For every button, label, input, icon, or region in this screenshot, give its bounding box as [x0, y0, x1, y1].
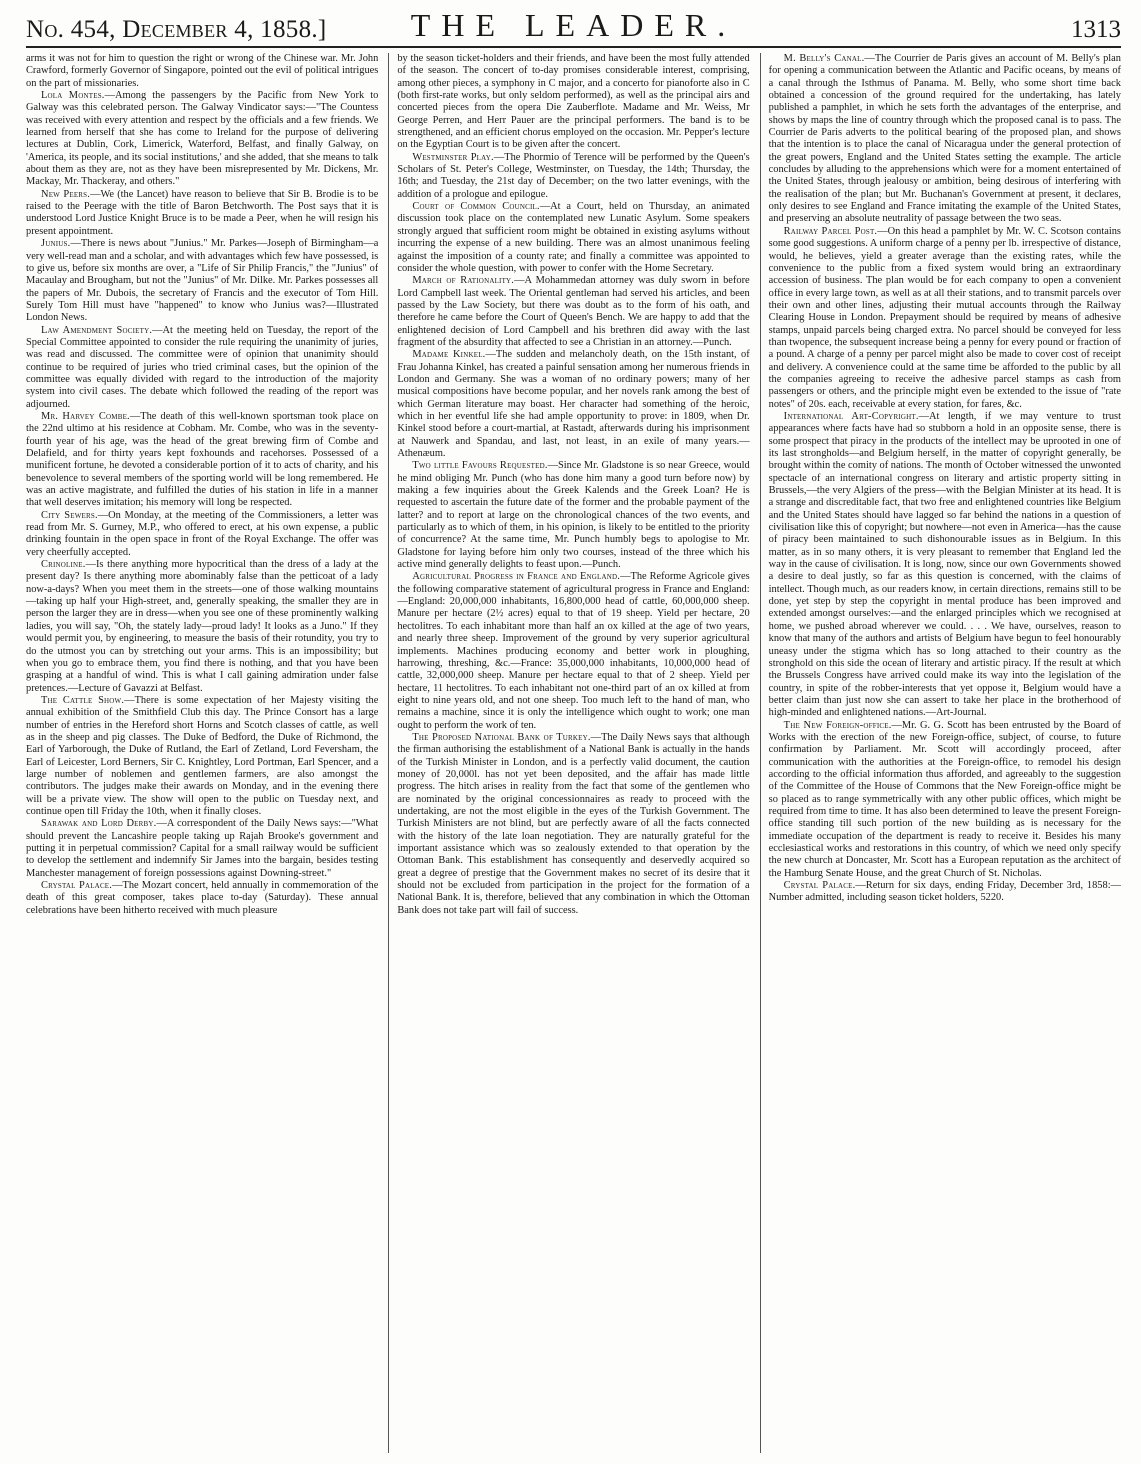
article-heading: The Proposed National Bank of Turkey. — [412, 731, 591, 743]
article — [26, 695, 378, 818]
article — [26, 238, 378, 324]
article-heading: Crystal Palace. — [41, 880, 113, 892]
article — [26, 880, 378, 917]
article — [397, 53, 749, 152]
text-columns — [26, 53, 1121, 1453]
article — [26, 510, 378, 559]
article — [26, 53, 378, 90]
page-number: 1313 — [1071, 16, 1121, 43]
article-heading: March of Rationality. — [412, 275, 515, 287]
article — [769, 226, 1121, 411]
article-heading: Court of Common Council. — [412, 201, 540, 213]
article-text: —On this head a pamphlet by Mr. W. C. Scotson contains some good suggestions. A uniform charge of a penny per lb. irrespective of distance, would, he believes, yield a greater average than the existing rates, while the convenience to the public from a fixed system would bring an extraordinary accession of business. The plan would be for each company to open a convenient office in every large town, as well as at all their stations, and to transmit parcels over their own and other lines, adjusting their mutual accounts through the Railway Clearing House in London. Prepayment should be required by means of adhesive stamps, unpaid parcels being charged extra. No parcel should be conveyed for less than twopence, the subsequent increase being a penny for every pound or fraction of a pound. A charge of a penny per parcel might also be made to cover cost of receipt and delivery. A convenience could at the same time be afforded to the public by all the companies agreeing to receive the adhesive parcel stamps as cash from passengers or others, and the principle might even be extended to the issue of "rate notes" of 20s. each, receivable at every station, for fares, &c. — [768, 225, 1121, 410]
column-1 — [26, 53, 378, 1453]
article-heading: Two little Favours Requested. — [412, 460, 548, 472]
article-heading: Crinoline. — [41, 559, 86, 571]
article-text: —There is some expectation of her Majesty visiting the annual exhibition of the Smithfield Club this day. The Prince Consort has a large number of entries in the Hereford short Horns and Scotch classes of cattle, as well as in the sheep and pig classes. The Duke of Bedford, the Duke of Richmond, the Earl of Yarborough, the Duke of Rutland, the Earl of Zetland, Lord Feversham, the Earl of Leicester, Lord Berners, Sir C. Knightley, Lord Portman, Earl Spencer, and a large number of noblemen and gentlemen farmers, are also amongst the contributors. The judges make their awards on Monday, and in the evening there will be a private view. The show will open to the public on Tuesday next, and continue open till Friday the 10th, when it finally closes. — [26, 694, 379, 817]
newspaper-title: THE LEADER. — [410, 7, 737, 43]
article-text: —The sudden and melancholy death, on the 15th instant, of Frau Johanna Kinkel, has created a painful sensation among her numerous friends in London and Germany. She was a woman of no ordinary powers; many of her musical compositions have become popular, and her novels rank among the best of which German literature may boast. Her character had something of the heroic, which in her eventful life she had ample opportunity to prove: in 1809, when Dr. Kinkel stood before a court-martial, at Rastadt, afterwards during his imprisonment at Nauwerk and Spandau, and last, not least, in an exile of many years.—Athenæum. — [397, 349, 750, 459]
article — [397, 275, 749, 349]
article-text: —The Reforme Agricole gives the following comparative statement of agricultural progress in France and England:—England: 20,000,000 inhabitants, 16,800,000 head of cattle, 60,000,000 sheep. Manure per hectare (2½ acres) equal to that of 19 sheep. Yield per hectare, 20 hectolitres. To each inhabitant more than half an ox killed at the age of two years, and nearly three sheep. Improvement of the ground by very superior agricultural implements. Machines producing economy and better work in ploughing, harrowing, threshing, &c.—France: 35,000,000 inhabitants, 10,000,000 head of cattle, 32,000,000 sheep. Manure per hectare equal to that of 2 sheep. Yield per hectare, 11 hectolitres. To each inhabitant not one-third part of an ox killed at from eight to nine years old, and not one sheep. Too much left to the hand of man, who remains a machine, since it is only the intelligence which ought to work; one man ought to perform the work of ten. — [397, 571, 750, 731]
article-heading: The Cattle Show. — [41, 694, 125, 706]
article-heading: International Art-Copyright. — [783, 410, 919, 422]
article-text: —Mr. G. G. Scott has been entrusted by the Board of Works with the erection of the new Foreign-office, subject, of course, to future confirmation by Parliament. Mr. Scott will accordingly proceed, after communication with the authorities at the Foreign-office, to remodel his design according to the official information thus afforded, and agreeably to the suggestion of the Committee of the House of Commons that the New Foreign-office might be so placed as to range symmetrically with any other public offices, which might be required from time to time. It has also been determined to leave the present Foreign-office standing till such portion of the new building as is necessary for the immediate occupation of the department is ready to receive it. Besides his many ecclesiastical works and restorations in this country, of which we need only specify the new church at Doncaster, Mr. Scott has a European reputation as the architect of the Hamburg Senate House, and the great Church of St. Nicholas. — [768, 719, 1121, 879]
article-heading: Westminster Play. — [412, 151, 494, 163]
issue-date: No. 454, December 4, 1858.] — [26, 16, 327, 43]
article-heading: Agricultural Progress in France and England. — [412, 571, 621, 583]
article-heading: Sarawak and Lord Derby. — [41, 818, 157, 830]
article — [397, 201, 749, 275]
article-text: by the season ticket-holders and their friends, and have been the most fully attended of the season. The concert of to-day promises considerable interest, comprising, among other pieces, a symphony in C major, and a concerto for pianoforte also in C (both first-rate works, but only seldom performed), as well as the principal airs and concerted pieces from the opera Die Zauberflote. Madame and Mr. Weiss, Mr George Perren, and Herr Pauer are the principal performers. The band is to be strengthened, and an efficient chorus employed on the occasion. Mr. Pepper's lecture on the Egyptian Court is to be given after the concert. — [397, 53, 750, 151]
article-text: —The Mozart concert, held annually in commemoration of the death of this great composer, takes place to-day (Saturday). These annual celebrations have been hitherto received with much pleasure — [26, 880, 379, 916]
article-text: —On Monday, at the meeting of the Commissioners, a letter was read from Mr. S. Gurney, M.P., who offered to erect, at his own expense, a public drinking fountain in the open space in front of the Royal Exchange. The offer was very cheerfully accepted. — [26, 509, 379, 558]
article — [397, 349, 749, 460]
article — [26, 559, 378, 695]
article — [26, 189, 378, 238]
article-heading: Junius. — [41, 238, 71, 250]
article-text: —The Phormio of Terence will be performed by the Queen's Scholars of St. Peter's College, Westminster, on Tuesday, the 14th; Thursday, the 16th; and Tuesday, the 21st day of December; on the two latter evenings, with the addition of a prologue and epilogue. — [397, 151, 750, 200]
article — [26, 411, 378, 510]
article — [397, 460, 749, 571]
article-text: —We (the Lancet) have reason to believe that Sir B. Brodie is to be raised to the Peerage with the title of Baron Betchworth. The Post says that it is understood Lord Justice Knight Bruce is to be made a Peer, when he will resign his present appointment. — [26, 188, 379, 237]
article-heading: M. Belly's Canal. — [783, 53, 865, 64]
article-heading: Crystal Palace. — [783, 880, 856, 892]
article-text: —There is news about "Junius." Mr. Parkes—Joseph of Birmingham—a very well-read man and a scholar, and with advantages which few have possessed, is to give us, before six months are over, a "Life of Sir Philip Francis," the "Junius" of Macaulay and Brougham, but not the "Junius" of Mr. Dilke. Mr. Parkes possesses all the papers of Mr. Dubois, the secretary of Francis and the executor of Tom Hill. Surely Tom Hill must have "happened" to know who Junius was?—Illustrated London News. — [26, 238, 379, 324]
article-heading: The New Foreign-office. — [783, 719, 892, 731]
article — [26, 325, 378, 411]
article-text: —A Mohammedan attorney was duly sworn in before Lord Campbell last week. The Oriental gentleman had served his articles, and been passed by the Law Society, but there was doubt as to the form of his oath, and therefore he came before the Court of Queen's Bench. We are happy to add that the enlightened decision of Lord Campbell and his brethren did away with the last fragment of the absurdity that affected to see a Christian in an attorney.—Punch. — [397, 275, 750, 348]
article-heading: New Peers. — [41, 188, 91, 200]
article-text: —Among the passengers by the Pacific from New York to Galway was this celebrated person. The Galway Vindicator says:—"The Countess was received with every attention and respect by the officials and a few friends. We learned from herself that she has come to Ireland for the purpose of delivering lectures at Dublin, Cork, Limerick, Waterford, Belfast, and finally Galway, on 'America, its people, and its social institutions,' and she added, that she means to talk about them as they are, not as they have been misrepresented by Mr. Dickens, Mr. Mackay, Mr. Thackeray, and others." — [26, 90, 379, 188]
article — [397, 732, 749, 917]
article-text: —The Daily News says that although the firman authorising the establishment of a National Bank is actually in the hands of the Turkish Minister in London, and is a perfectly valid document, the caution money of 20,000l. has not yet been deposited, and the affair has made little progress. The hitch arises in reality from the fact that some of the gentlemen who are nominated by the original concessionnaires as ready to proceed with the undertaking, are not the most eligible in the eyes of the Turkish Government. The Turkish Ministers are not blind, but are perfectly aware of all the facts connected with the history of the late loan negotiation. They are naturally grateful for the important assistance which was so zealously extended to that operation by the Ottoman Bank. This establishment has consequently and deservedly acquired so great a degree of prestige that the Government makes no secret of its desire that it should not be excluded from participation in the project for the formation of a National Bank. It is, therefore, believed that any combination in which the Ottoman Bank does not take part will fail of success. — [397, 731, 750, 916]
article — [397, 571, 749, 731]
article-text: —Is there anything more hypocritical than the dress of a lady at the present day? Is there anything more abominably false than the petticoat of a lady now-a-days? When you meet them in the streets—one of those walking mountains—taking up half your High-street, and, generally speaking, the smaller they are in person the larger they are in dress—when you see one of these prominently walking ladies, you will say, "Oh, the stately lady—proud lady! It looks as a Juno." If they would permit you, by engineering, to measure the basis of their rotundity, you try to do the utmost you can by stretching out your arms. This is an impossibility; but when you go to embrace them, you find there is nothing, and that you have been grasping at a handful of wind. This is what I call gaining admiration under false pretences.—Lecture of Gavazzi at Belfast. — [26, 559, 379, 694]
article-text: —The Courrier de Paris gives an account of M. Belly's plan for opening a communication between the Atlantic and Pacific oceans, by means of a canal through the Isthmus of Panama. M. Belly, who some short time back obtained a concession of the ground required for the undertaking, has lately published a pamphlet, in which he sets forth the advantages of the enterprise, and shows by maps the line of country through which the proposed canal is to pass. The Courrier de Paris adverts to the political bearing of the proposed plan, and shows that the intention is to place the canal of Nicaragua under the general protection of the great powers, England and the United States setting the example. The article concludes by alluding to the apprehensions which were for a moment entertained of the United States, through jealousy or ambition, being desirous of interfering with the realisation of the plan; but Mr. Buchanan's Government at present, it declares, only desires to see England and France imitating the example of the United States, and preserving an absolute neutrality of passage between the two seas. — [768, 53, 1121, 225]
article-text: —A correspondent of the Daily News says:—"What should prevent the Lancashire people taking up Rajah Brooke's government and putting it in perpetual commission? Capital for a small railway would be sufficient to develop the settlement and indemnify Sir James into the bargain, besides testing Manchester management of foreign possessions against Downing-street." — [26, 818, 379, 879]
article-text: —At length, if we may venture to trust appearances where facts have had so stubborn a hold in an opposite sense, there is some prospect that piracy in the products of the intellect may be uprooted in one of its last strongholds—and Belgium herself, in the matter of copyright generally, be brought within the comity of nations. The month of October witnessed the unwonted spectacle of an international congress on literary and artistic property sitting in Brussels,—the very Algiers of the press—with the Belgian Minister at its head. It is a strange and discreditable fact, that two free and enlightened countries like Belgium and the United States should have lagged so far behind the nations in a question of civilisation like this of copyright; but nowhere—not even in America—has the cause of piracy been maintained to such dishonourable issues as in Belgium. In this matter, as in so many others, it is very pleasant to remember that England led the way in the cause of civilisation. It is long, now, since our own Governments showed a desire to deal justly, so far as this question is concerned, with the claims of intellect. Though much, as our readers know, in certain directions, remains still to be done, yet step by step the copyright in mental produce has been improved and extended amongst ourselves:—and the enlarged principles which we recognised at home, we pushed abroad wherever we could. . . . We have, ourselves, reason to know that many of the authors and artists of Belgium have begun to feel honourably uneasy under the stigma which has so long attached to their country as the stronghold on this side the ocean of literary and artistic piracy. If the result at which the Brussels Congress have arrived could make its way into the legislation of the country, in spite of the robber-interests that yet oppose it, Belgium would have a better claim than just now she can assert to take her place in the brotherhood of high-minded and enlightened nations.—Art-Journal. — [768, 410, 1121, 719]
column-3 — [760, 53, 1121, 1453]
article — [769, 411, 1121, 720]
article — [769, 720, 1121, 880]
article — [769, 880, 1121, 905]
article-text: —At a Court, held on Thursday, an animated discussion took place on the contemplated new Lunatic Asylum. Some speakers strongly argued that sufficient room might be obtained in existing asylums without incurring the expense of a new building. There was an almost unanimous feeling against the imposition of a county rate; and finally a committee was appointed to consider the whole question, with power to confer with the Home Secretary. — [397, 201, 750, 274]
article-heading: Railway Parcel Post. — [783, 225, 878, 237]
article-text: arms it was not for him to question the right or wrong of the Chinese war. Mr. John Crawford, formerly Governor of Singapore, pointed out the evil of political intrigues on the part of missionaries. — [26, 53, 379, 89]
article-heading: City Sewers. — [41, 509, 98, 521]
article-heading: Madame Kinkel. — [412, 349, 486, 361]
article — [769, 53, 1121, 226]
article-text: —At the meeting held on Tuesday, the report of the Special Committee appointed to consider the rule requiring the unanimity of juries, was read and discussed. The committee were of opinion that unanimity should continue to be required of juries who tried criminal cases, but the opinion of the committee was equally divided with regard to the introduction of the majority system into civil cases. The debate which followed the reading of the report was adjourned. — [26, 324, 379, 410]
article-text: —The death of this well-known sportsman took place on the 22nd ultimo at his residence at Cobham. Mr. Combe, who was in the seventy-fourth year of his age, was the head of the great brewing firm of Combe and Delafield, and for thirty years kept foxhounds and racehorses. Possessed of a munificent fortune, he devoted a considerable portion of it to acts of charity, and his benevolence to several members of the sporting world will be long remembered. He was an active magistrate, and fulfilled the duties of his station in life in a manner that well deserves imitation; his memory will long be respected. — [26, 410, 379, 509]
article-heading: Mr. Harvey Combe. — [41, 410, 130, 422]
masthead — [26, 8, 1121, 48]
article-text: —Return for six days, ending Friday, December 3rd, 1858:—Number admitted, including season ticket holders, 5220. — [768, 880, 1121, 904]
article-heading: Law Amendment Society. — [41, 324, 153, 336]
article — [397, 152, 749, 201]
article-text: —Since Mr. Gladstone is so near Greece, would he mind obliging Mr. Punch (who has done him many a good turn before now) by making a few inquiries about the Greek Kalends and the Greek Loan? He is requested to ascertain the future date of the former and the probable payment of the latter? and to report at large on the chronological chances of the two events, and particularly as to which of them, in his opinion, is likely to be entitled to the priority of concurrence? At the same time, Mr. Punch humbly begs to apologise to Mr. Gladstone for laying before him only two courses, instead of the three which his active mind generally delights to feast upon.—Punch. — [397, 460, 750, 571]
column-2 — [388, 53, 749, 1453]
article-heading: Lola Montes. — [41, 90, 105, 102]
article — [26, 818, 378, 880]
article — [26, 90, 378, 189]
